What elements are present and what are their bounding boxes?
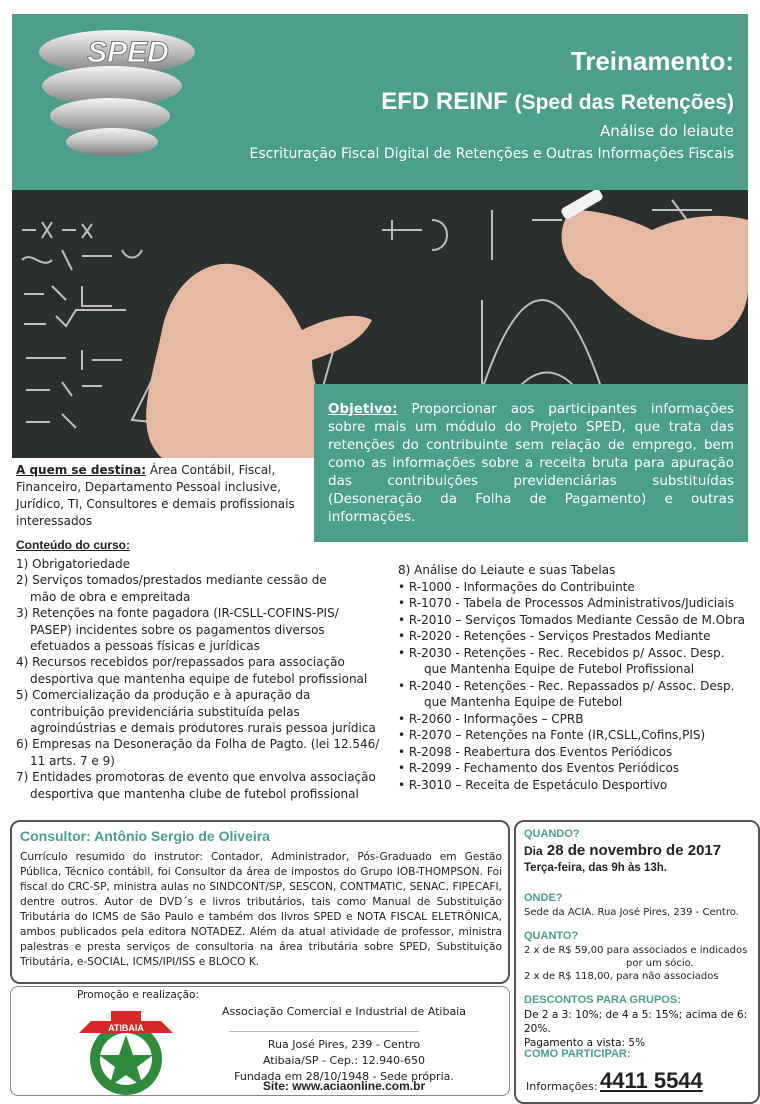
list-item: 11 arts. 7 e 9) (30, 753, 115, 768)
list-item: • R-1000 - Informações do Contribuinte (398, 579, 635, 594)
acia-logo-icon (71, 1005, 181, 1095)
where-text: Sede da ACIA. Rua José Pires, 239 - Centro. (524, 907, 739, 918)
price-line: 2 x de R$ 59,00 para associados e indicados (524, 945, 748, 956)
discount-line: De 2 a 3: 10%; de 4 a 5: 15%; acima de 6: 20%. (524, 1009, 748, 1035)
audience-text: Área Contábil, Fiscal, Financeiro, Departamento Pessoal inclusive, Jurídico, TI, Consultores e demais profissionais interessados (16, 463, 295, 528)
acia-name: Associação Comercial e Industrial de Atibaia (222, 1005, 466, 1018)
list-item: que Mantenha Equipe de Futebol (424, 695, 623, 709)
consultant-box (10, 820, 510, 984)
list-item: 2) Serviços tomados/prestados mediante cessão de (16, 573, 327, 588)
page-title: Treinamento: (570, 46, 734, 76)
list-item: desportiva que mantenha clube de futebol profissional (30, 786, 359, 801)
list-item: 3) Retenções na fonte pagadora (IR-CSLL-COFINS-PIS/ (16, 606, 339, 621)
how-to-join-label: COMO PARTICIPAR: (524, 1048, 631, 1060)
price-line: por um sócio. (626, 958, 694, 969)
list-item: 5) Comercialização da produção e à apuração da (16, 688, 311, 703)
objective-label: Objetivo: (328, 401, 398, 417)
list-item: 8) Análise do Leiaute e suas Tabelas (398, 563, 616, 577)
sped-logo-icon (32, 18, 202, 168)
svg-text:ATIBAIA: ATIBAIA (108, 1023, 144, 1033)
discount-label: DESCONTOS PARA GRUPOS: (524, 994, 681, 1006)
price-line: 2 x de R$ 118,00, para não associados (524, 971, 719, 982)
course-title (381, 88, 734, 116)
discount-line: Pagamento a vista: 5% (524, 1037, 646, 1049)
list-item: • R-2040 - Retenções - Rec. Repassados p/ Assoc. Desp. (398, 678, 735, 693)
event-time: Terça-feira, das 9h às 13h. (524, 862, 667, 874)
acia-address (219, 1037, 469, 1085)
course-title-main: EFD REINF (381, 88, 508, 115)
address-line: Rua José Pires, 239 - Centro (267, 1038, 421, 1051)
objective-box (314, 384, 748, 542)
list-item: 4) Recursos recebidos por/repassados para associação (16, 655, 345, 670)
list-item: • R-2010 – Serviços Tomados Mediante Cessão de M.Obra (398, 612, 745, 627)
list-item: 1) Obrigatoriedade (16, 557, 131, 571)
list-item: mão de obra e empreitada (30, 589, 191, 604)
content-title: Conteúdo do curso: (16, 538, 130, 552)
list-item: • R-3010 – Receita de Espetáculo Desportivo (398, 777, 668, 792)
list-item: agroindústrias e demais produtores rurais pessoa jurídica (30, 721, 376, 736)
list-item: • R-1070 - Tabela de Processos Administrativos/Judiciais (398, 596, 735, 610)
content-list-right (398, 562, 748, 793)
consultant-bio: Currículo resumido do instrutor: Contador, Administrador, Pós-Graduado em Gestão Pública, Técnico contábil, foi Consultor da área de impostos do Grupo IOB-THOMPSON. Foi fiscal do CRC-SP, ministra aulas no SINDCONT/SP, SESCON, CONTMATIC, SENAC, FIPECAFI, dentre outros. Autor de DVD´s e livros tributários, tais como Manual de Substituição Tributária do ICMS de São Paulo e também dos livros SPED e NOTA FISCAL ELETRÔNICA, ambos publicados pela editora NOTADEZ. Além da atual atividade de professor, ministra palestras e presta serviços de consultoria na área tributária sobre SPED, Substituição Tributária, e-SOCIAL, ICMS/IPI/ISS e BLOCO K. (20, 851, 502, 968)
where-label: ONDE? (524, 892, 563, 904)
list-item: • R-2020 - Retenções - Serviços Prestados Mediante (398, 629, 711, 643)
price-label: QUANTO? (524, 930, 579, 942)
audience-label: A quem se destina: (16, 463, 147, 477)
promotion-label: Promoção e realização: (77, 989, 200, 1001)
list-item: • R-2060 - Informações – CPRB (398, 711, 584, 726)
list-item: 7) Entidades promotoras de evento que envolva associação (16, 770, 376, 785)
event-date-prefix: Dia (524, 844, 543, 858)
consultant-name: Consultor: Antônio Sergio de Oliveira (20, 828, 270, 844)
promotion-box (10, 986, 510, 1096)
course-subtitle: Análise do leiaute (600, 122, 734, 140)
divider (229, 1031, 419, 1032)
list-item: • R-2070 – Retenções na Fonte (IR,CSLL,Cofins,PIS) (398, 728, 706, 742)
address-line: Atibaia/SP - Cep.: 12.940-650 (262, 1054, 426, 1067)
event-info-box (514, 820, 760, 1104)
list-item: PASEP) incidentes sobre os pagamentos diversos (30, 622, 325, 637)
discount-text (524, 1008, 760, 1050)
event-date (524, 842, 721, 859)
objective-text: Proporcionar aos participantes informações sobre mais um módulo do Projeto SPED, que trata das retenções do contribuinte sem relação de emprego, bem como as informações sobre a receita bruta para apuração das contribuições previdenciárias substituídas (Desoneração da Folha de Pagamento) e outras informações. (328, 401, 734, 525)
course-description: Escrituração Fiscal Digital de Retenções e Outras Informações Fiscais (249, 146, 734, 162)
list-item: efetuados a pessoas físicas e jurídicas (30, 639, 260, 654)
list-item: que Mantenha Equipe de Futebol Profissional (424, 662, 695, 676)
when-label: QUANDO? (524, 828, 580, 840)
phone-number[interactable]: 4411 5544 (600, 1068, 703, 1093)
list-item: desportiva que mantenha equipe de futebol profissional (30, 671, 368, 686)
header-banner (12, 14, 748, 190)
phone-label: Informações: (526, 1080, 598, 1093)
audience-section (16, 462, 306, 530)
list-item: contribuição previdenciária substituída pelas (30, 704, 300, 719)
course-title-paren: (Sped das Retenções) (514, 91, 734, 114)
list-item: • R-2098 - Reabertura dos Eventos Periódicos (398, 744, 673, 759)
list-item: • R-2099 - Fechamento dos Eventos Periódicos (398, 761, 680, 775)
list-item: • R-2030 - Retenções - Rec. Recebidos p/ Assoc. Desp. (398, 645, 725, 660)
address-line: Fundada em 28/10/1948 - Sede própria. (234, 1070, 454, 1083)
svg-text:SPED: SPED (87, 36, 169, 69)
event-date-value: 28 de novembro de 2017 (546, 842, 722, 859)
website-link[interactable]: Site: www.aciaonline.com.br (262, 1079, 426, 1093)
list-item: 6) Empresas na Desoneração da Folha de Pagto. (lei 12.546/ (16, 737, 380, 752)
content-list-left (16, 556, 386, 802)
